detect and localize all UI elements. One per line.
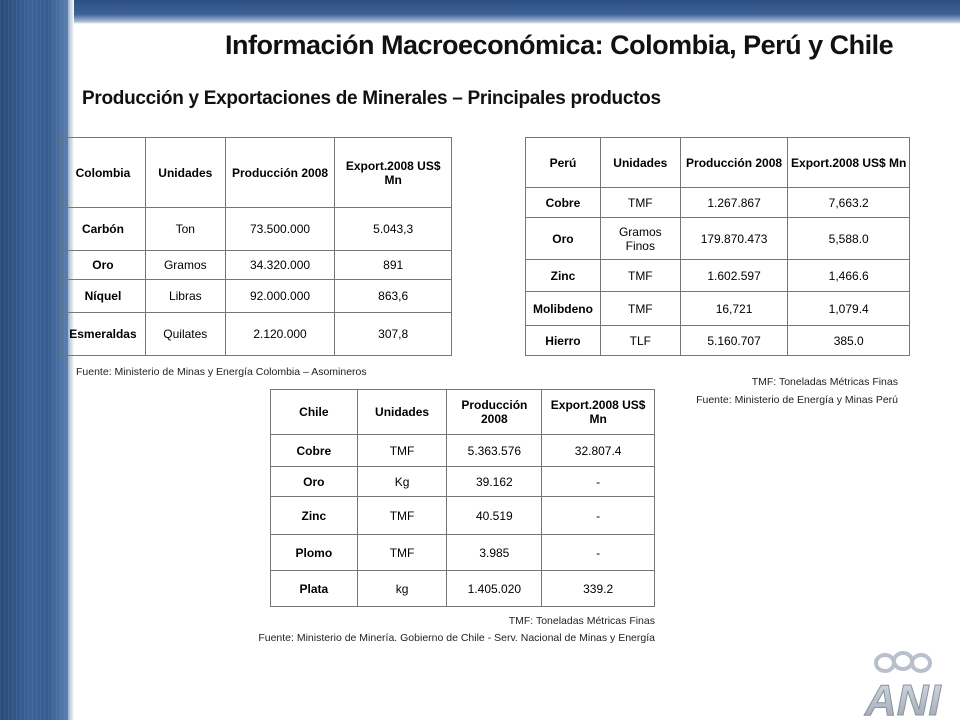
cell-mineral: Oro (61, 251, 146, 280)
table-row (61, 208, 452, 251)
cell-unit: Gramos (145, 251, 225, 280)
cell-export: 32.807.4 (542, 435, 655, 467)
cell-production: 40.519 (447, 497, 542, 535)
cell-unit: TMF (600, 188, 680, 218)
page-title: Información Macroeconómica: Colombia, Perú y Chile (225, 30, 894, 60)
cell-export: 307,8 (335, 313, 452, 356)
cell-production: 179.870.473 (680, 218, 788, 260)
cell-mineral: Plata (271, 571, 358, 607)
cell-export: 7,663.2 (788, 188, 910, 218)
chile-header-units: Unidades (357, 390, 447, 435)
cell-unit: Quilates (145, 313, 225, 356)
table-row (526, 326, 910, 356)
table-row (526, 260, 910, 292)
chile-header-production: Producción 2008 (447, 390, 542, 435)
cell-mineral: Oro (271, 467, 358, 497)
cell-unit: Ton (145, 208, 225, 251)
colombia-header-export: Export.2008 US$ Mn (335, 138, 452, 208)
colombia-table (60, 137, 452, 356)
peru-header-units: Unidades (600, 138, 680, 188)
chile-header-export: Export.2008 US$ Mn (542, 390, 655, 435)
colombia-source-note: Fuente: Ministerio de Minas y Energía Colombia – Asomineros (76, 366, 367, 378)
top-banner (0, 0, 960, 24)
cell-export: 5,588.0 (788, 218, 910, 260)
cell-mineral: Carbón (61, 208, 146, 251)
cell-production: 5.363.576 (447, 435, 542, 467)
table-row (271, 497, 655, 535)
peru-header-export: Export.2008 US$ Mn (788, 138, 910, 188)
peru-header-country: Perú (526, 138, 601, 188)
cell-mineral: Oro (526, 218, 601, 260)
cell-mineral: Cobre (271, 435, 358, 467)
cell-mineral: Cobre (526, 188, 601, 218)
cell-production: 1.405.020 (447, 571, 542, 607)
company-logo-icon (845, 645, 960, 720)
cell-export: 1,079.4 (788, 292, 910, 326)
cell-mineral: Zinc (271, 497, 358, 535)
cell-production: 16,721 (680, 292, 788, 326)
colombia-header-country: Colombia (61, 138, 146, 208)
cell-export: 891 (335, 251, 452, 280)
peru-unit-note: TMF: Toneladas Métricas Finas (751, 376, 898, 388)
cell-export: 5.043,3 (335, 208, 452, 251)
logo-text: ANI (865, 676, 941, 720)
peru-table (525, 137, 910, 356)
cell-export: - (542, 497, 655, 535)
cell-mineral: Esmeraldas (61, 313, 146, 356)
table-row (61, 251, 452, 280)
cell-production: 1.267.867 (680, 188, 788, 218)
cell-unit: kg (357, 571, 447, 607)
sidebar-edge (68, 0, 74, 720)
table-row (271, 571, 655, 607)
table-row (526, 188, 910, 218)
cell-production: 34.320.000 (225, 251, 335, 280)
peru-header-production: Producción 2008 (680, 138, 788, 188)
cell-unit: TMF (357, 497, 447, 535)
colombia-header-production: Producción 2008 (225, 138, 335, 208)
cell-mineral: Molibdeno (526, 292, 601, 326)
chile-table (270, 389, 655, 607)
cell-production: 2.120.000 (225, 313, 335, 356)
cell-unit: TLF (600, 326, 680, 356)
left-sidebar-decoration (0, 0, 68, 720)
cell-production: 1.602.597 (680, 260, 788, 292)
chile-unit-note: TMF: Toneladas Métricas Finas (508, 615, 655, 627)
cell-unit: TMF (357, 435, 447, 467)
table-row (271, 467, 655, 497)
cell-production: 92.000.000 (225, 280, 335, 313)
colombia-header-units: Unidades (145, 138, 225, 208)
cell-export: - (542, 535, 655, 571)
table-row (526, 292, 910, 326)
cell-production: 3.985 (447, 535, 542, 571)
cell-mineral: Plomo (271, 535, 358, 571)
table-row (271, 535, 655, 571)
chile-source-note: Fuente: Ministerio de Minería. Gobierno de Chile - Serv. Nacional de Minas y Energía (258, 632, 655, 644)
cell-unit: TMF (600, 260, 680, 292)
cell-unit: Kg (357, 467, 447, 497)
chile-header-country: Chile (271, 390, 358, 435)
cell-export: 863,6 (335, 280, 452, 313)
cell-unit: TMF (600, 292, 680, 326)
cell-unit: Libras (145, 280, 225, 313)
cell-unit: Gramos Finos (600, 218, 680, 260)
table-row (61, 280, 452, 313)
cell-export: 1,466.6 (788, 260, 910, 292)
cell-production: 39.162 (447, 467, 542, 497)
table-row (61, 313, 452, 356)
cell-export: - (542, 467, 655, 497)
cell-production: 73.500.000 (225, 208, 335, 251)
cell-unit: TMF (357, 535, 447, 571)
cell-export: 339.2 (542, 571, 655, 607)
table-row (526, 218, 910, 260)
cell-mineral: Níquel (61, 280, 146, 313)
peru-source-note: Fuente: Ministerio de Energía y Minas Perú (696, 394, 898, 406)
cell-mineral: Hierro (526, 326, 601, 356)
cell-mineral: Zinc (526, 260, 601, 292)
table-row (271, 435, 655, 467)
cell-export: 385.0 (788, 326, 910, 356)
cell-production: 5.160.707 (680, 326, 788, 356)
page-subtitle: Producción y Exportaciones de Minerales – Principales productos (82, 88, 661, 109)
